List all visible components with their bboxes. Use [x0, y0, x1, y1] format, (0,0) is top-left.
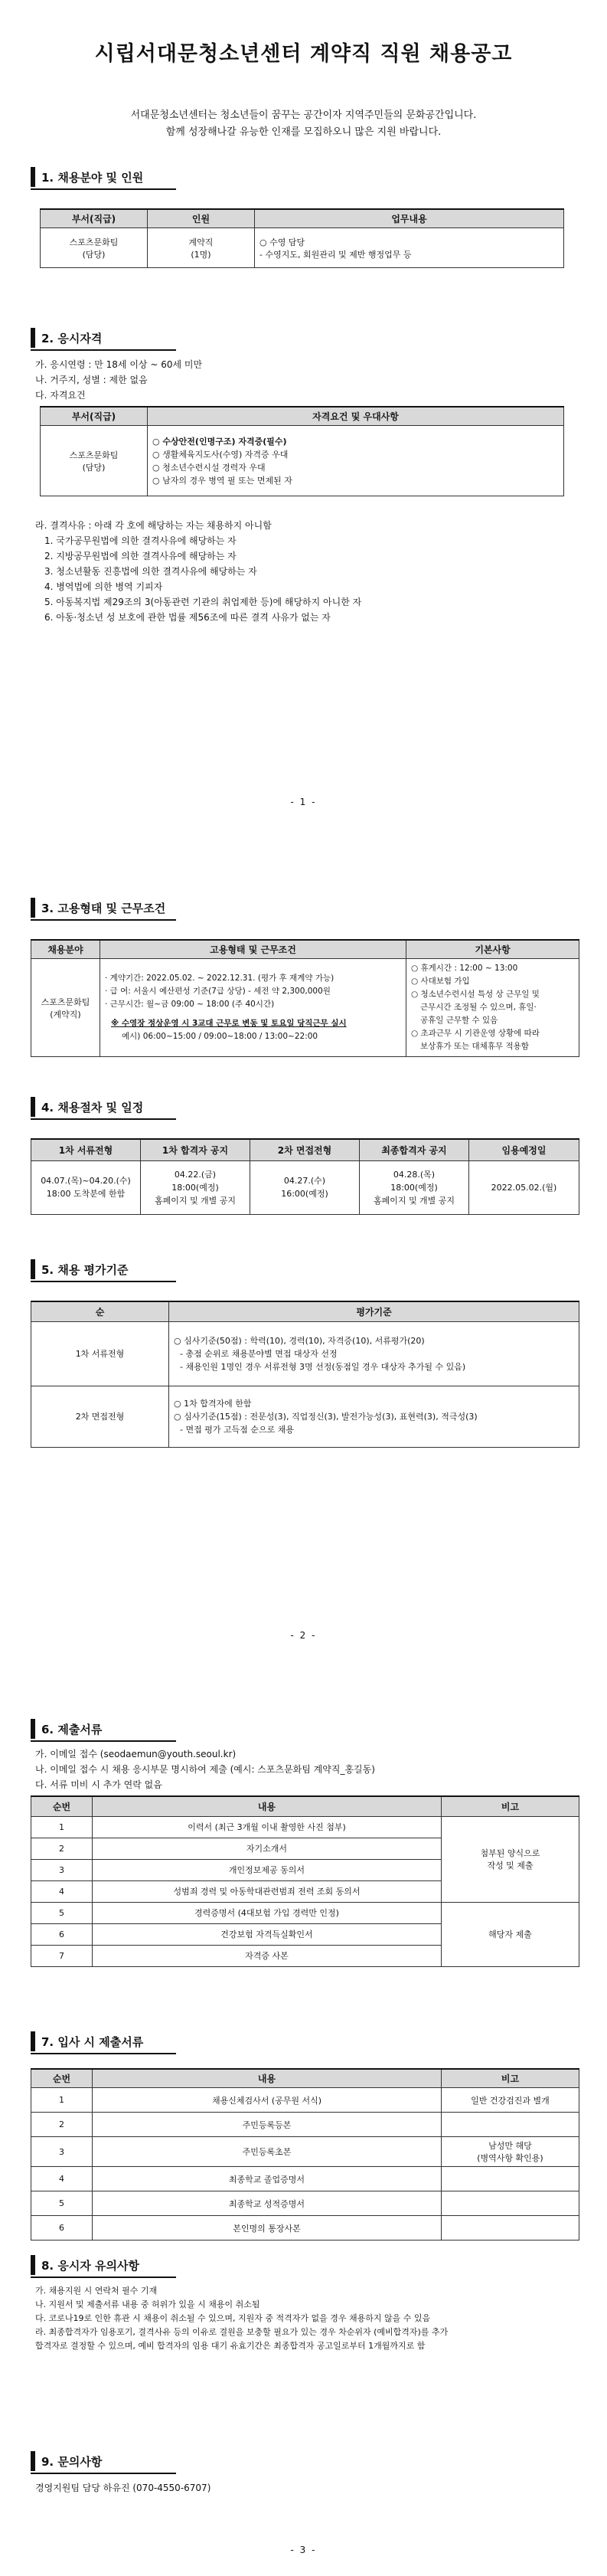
section-3-heading: 3. 고용형태 및 근무조건: [31, 898, 176, 918]
table-cell: ○ 1차 합격자에 한함 ○ 심사기준(15점) : 전문성(3), 직업정신(3), 발전가능성(3), 표현력(3), 적극성(3) - 면접 평가 고득점 순으로 채용: [169, 1386, 579, 1447]
table-header: 순번: [31, 1796, 93, 1816]
section-1-heading: 1. 채용분야 및 인원: [31, 167, 176, 187]
table-row: 2 주민등록등본: [31, 2113, 579, 2137]
table-cell: 계약직 (1명): [148, 228, 255, 268]
table-header: 임용예정일: [469, 1139, 579, 1160]
table-cell: 04.07.(목)~04.20.(수) 18:00 도착분에 한함: [31, 1160, 141, 1214]
table-row: 1 채용신체검사서 (공무원 서식) 일반 건강검진과 별개: [31, 2088, 579, 2113]
page-title: 시립서대문청소년센터 계약직 직원 채용공고: [94, 42, 513, 66]
table-row: 2 자기소개서: [31, 1838, 579, 1859]
table-row: 5 최종학교 성적증명서: [31, 2191, 579, 2216]
table-header: 1차 서류전형: [31, 1139, 141, 1160]
intro-line-2: 함께 성장해나갈 유능한 인재를 모집하오니 많은 지원 바랍니다.: [165, 126, 442, 138]
table-cell: 04.28.(목) 18:00(예정) 홈페이지 및 개별 공지: [360, 1160, 469, 1214]
recruit-field-table: [40, 208, 564, 268]
section-5-heading: 5. 채용 평가기준: [31, 1259, 176, 1279]
table-header: 1차 합격자 공지: [141, 1139, 250, 1160]
page-number: - 1 -: [290, 797, 317, 807]
table-cell: ○ 수영 담당 - 수영지도, 회원관리 및 제반 행정업무 등: [255, 228, 564, 268]
table-row: 6 건강보험 자격득실확인서: [31, 1923, 579, 1945]
table-cell: 2022.05.02.(월): [469, 1160, 579, 1214]
page-number: - 3 -: [290, 2545, 317, 2555]
table-row: 1 이력서 (최근 3개월 이내 촬영한 사진 첨부) 첨부된 양식으로 작성 및 제출: [31, 1816, 579, 1838]
table-header: 고용형태 및 근무조건: [100, 940, 406, 959]
table-header: 내용: [93, 2069, 442, 2088]
qualification-table: [40, 406, 564, 496]
table-header: 비고: [442, 1796, 579, 1816]
table-row: 4 최종학교 졸업증명서: [31, 2167, 579, 2191]
table-cell: ○ 휴게시간 : 12:00 ~ 13:00 ○ 사대보험 가입 ○ 청소년수련시설 특성 상 근무일 및 근무시간 조정될 수 있으며, 휴일· 공휴일 근무할 수 있음 ○ 초과근무 시 기관운영 상황에 따라 보상휴가 또는 대체휴무 적용함: [406, 959, 579, 1057]
table-row: 7 자격증 사본: [31, 1945, 579, 1966]
table-cell: 해당자 제출: [442, 1902, 579, 1966]
employment-conditions-table: [31, 939, 579, 1057]
table-row: 4 성범죄 경력 및 아동학대관련범죄 전력 조회 동의서: [31, 1880, 579, 1902]
table-row: 6 본인명의 통장사본: [31, 2216, 579, 2240]
table-cell: 스포츠문화팀 (담당): [41, 426, 148, 496]
table-header: 2차 면접전형: [250, 1139, 360, 1160]
notice-lines: 가. 채용지원 시 연락처 필수 기재 나. 지원서 및 제출서류 내용 중 허위가 있을 시 채용이 취소됨 다. 코로나19로 인한 휴관 시 채용이 취소될 수 있으며, 지원자 중 적격자가 없을 경우 채용하지 않을 수 있음 라. 최종합격자가 임용포기, 결격사유 등의 이유로 결원을 보충할 필요가 있는 경우 차순위자 (예비합격자)를 추가 합격자로 결정할 수 있으며, 예비 합격자의 임용 대기 유효기간은 최종합격자 공고일로부터 1개월까지로 함: [35, 2286, 449, 2351]
table-header: 부서(직급): [41, 407, 148, 426]
table-cell: 1차 서류전형: [31, 1321, 169, 1386]
submission-lines: 가. 이메일 접수 (seodaemun@youth.seoul.kr) 나. 이메일 접수 시 채용 응시부문 명시하여 제출 (예시: 스포츠문화팀 계약직_홍길동) 다. 서류 미비 시 추가 연락 없음: [35, 1749, 375, 1790]
table-row: 3 주민등록초본 남성만 해당 (병역사항 확인용): [31, 2137, 579, 2167]
table-header: 채용분야: [31, 940, 100, 959]
section-9-heading: 9. 문의사항: [31, 2451, 176, 2471]
table-cell: 스포츠문화팀 (담당): [41, 228, 148, 268]
section-6-heading: 6. 제출서류: [31, 1719, 176, 1739]
table-row: 5 경력증명서 (4대보험 가입 경력만 인정) 해당자 제출: [31, 1902, 579, 1923]
section-8-heading: 8. 응시자 유의사항: [31, 2255, 176, 2275]
intro-line-1: 서대문청소년센터는 청소년들이 꿈꾸는 공간이자 지역주민들의 문화공간입니다.: [130, 110, 477, 121]
section-2-heading: 2. 응시자격: [31, 328, 176, 348]
table-cell: ○ 수상안전(인명구조) 자격증(필수) ○ 생활체육지도사(수영) 자격증 우대 ○ 청소년수련시설 경력자 우대 ○ 남자의 경우 병역 필 또는 면제된 자: [148, 426, 564, 496]
disqualification-list: 라. 결격사유 : 아래 각 호에 해당하는 자는 채용하지 아니함 1. 국가공무원법에 의한 결격사유에 해당하는 자 2. 지방공무원법에 의한 결격사유에 해당하는 자 3. 청소년활동 진흥법에 의한 결격사유에 해당하는 자 4. 병역법에 의한 병역 기피자 5. 아동복지법 제29조의 3(아동관련 기관의 취업제한 등)에 해당하지 아니한 자 6. 아동·청소년 성 보호에 관한 법률 제56조에 따른 결격 사유가 없는 자: [35, 520, 362, 623]
table-header: 기본사항: [406, 940, 579, 959]
table-cell: ○ 심사기준(50점) : 학력(10), 경력(10), 자격증(10), 서류평가(20) - 총점 순위로 채용분야별 면접 대상자 선정 - 채용인원 1명인 경우 서류전형 3명 선정(동점일 경우 대상자 추가될 수 있음): [169, 1321, 579, 1386]
table-cell: 04.27.(수) 16:00(예정): [250, 1160, 360, 1214]
table-header: 부서(직급): [41, 209, 148, 228]
onboarding-documents-table: [31, 2068, 579, 2240]
table-cell: 스포츠문화팀 (계약직): [31, 959, 100, 1057]
page-number: - 2 -: [290, 1630, 317, 1641]
table-cell: 2차 면접전형: [31, 1386, 169, 1447]
documents-table: [31, 1795, 579, 1967]
table-header: 비고: [442, 2069, 579, 2088]
evaluation-table: [31, 1301, 579, 1448]
table-header: 평가기준: [169, 1301, 579, 1321]
table-cell: 04.22.(금) 18:00(예정) 홈페이지 및 개별 공지: [141, 1160, 250, 1214]
table-header: 인원: [148, 209, 255, 228]
table-cell: · 계약기간: 2022.05.02. ~ 2022.12.31. (평가 후 재계약 가능) · 급 여: 서울시 예산편성 기준(7급 상당) - 세전 약 2,300,000원 · 근무시간: 월~금 09:00 ~ 18:00 (주 40시간) ※ 수영장 정상운영 시 3교대 근무로 변동 및 토요일 당직근무 실시 예시) 06:00~15:00 / 09:00~18:00 / 13:00~22:00: [100, 959, 406, 1057]
table-header: 업무내용: [255, 209, 564, 228]
table-header: 최종합격자 공지: [360, 1139, 469, 1160]
table-header: 내용: [93, 1796, 442, 1816]
table-cell: 첨부된 양식으로 작성 및 제출: [442, 1816, 579, 1902]
contact-line: 경영지원팀 담당 하유진 (070-4550-6707): [35, 2483, 211, 2493]
table-row: 3 개인정보제공 동의서: [31, 1859, 579, 1880]
table-header: 자격요건 및 우대사항: [148, 407, 564, 426]
schedule-table: [31, 1138, 579, 1215]
table-header: 순번: [31, 2069, 93, 2088]
qualification-lines: 가. 응시연령 : 만 18세 이상 ~ 60세 미만 나. 거주지, 성별 : 제한 없음 다. 자격요건: [35, 359, 203, 401]
table-header: 순: [31, 1301, 169, 1321]
section-7-heading: 7. 입사 시 제출서류: [31, 2031, 176, 2051]
section-4-heading: 4. 채용절차 및 일정: [31, 1097, 176, 1117]
